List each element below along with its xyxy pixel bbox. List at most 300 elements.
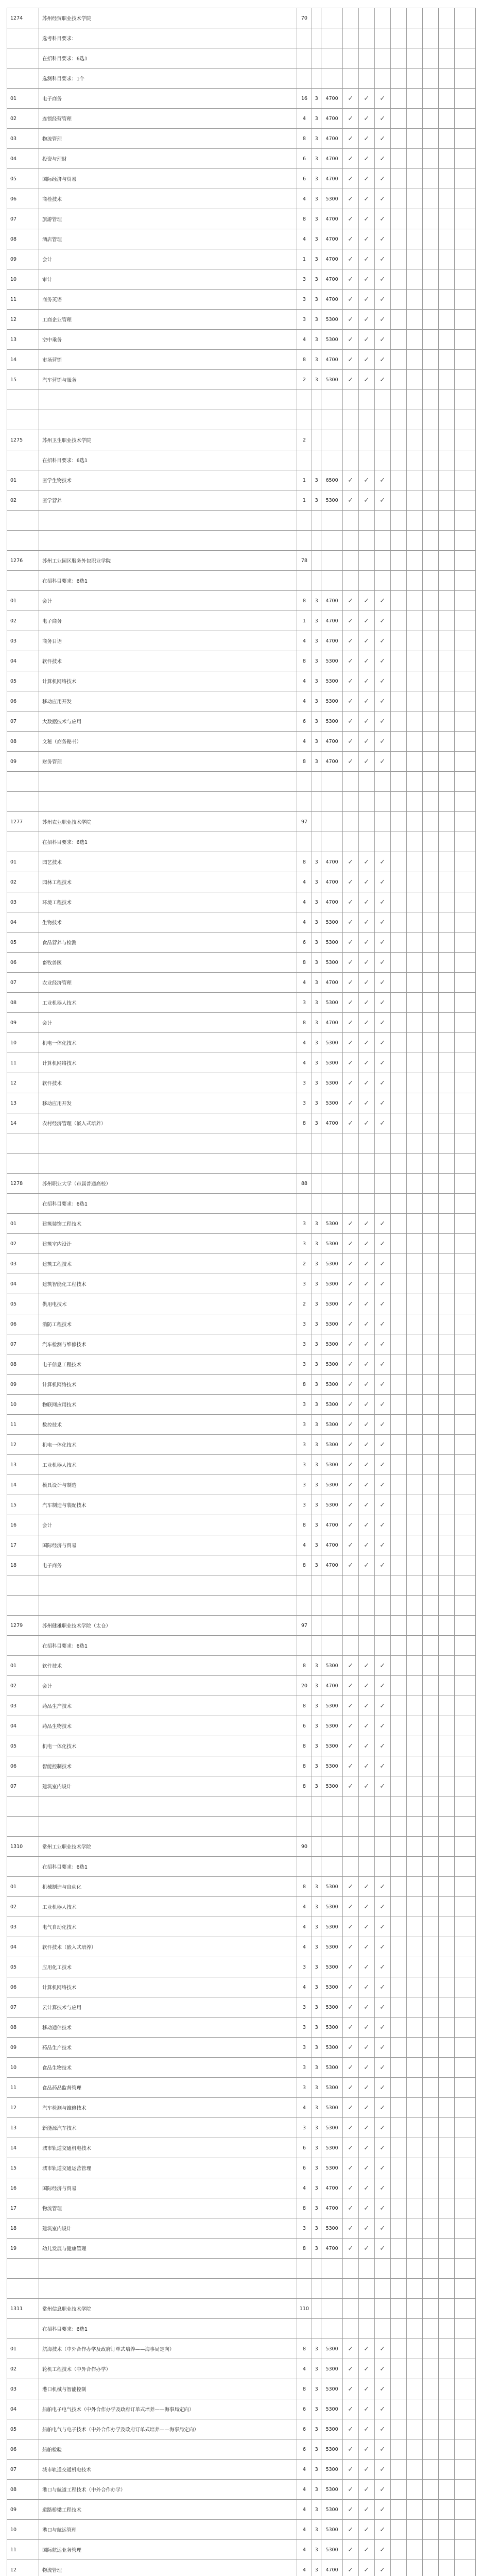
check-mark: ✓ (358, 2359, 374, 2379)
empty-cell (374, 511, 390, 531)
major-quota: 2 (297, 1254, 312, 1274)
empty-cell (406, 551, 422, 571)
major-duration: 3 (312, 892, 321, 912)
major-name: 会计 (39, 1676, 297, 1696)
major-duration: 3 (312, 752, 321, 772)
check-mark: ✓ (358, 2480, 374, 2500)
empty-cell (321, 450, 342, 470)
empty-cell (39, 1575, 297, 1596)
empty-cell (406, 772, 422, 792)
major-tuition: 5300 (321, 1495, 342, 1515)
major-name: 移动通信技术 (39, 2018, 297, 2038)
empty-cell (422, 1555, 438, 1575)
major-quota: 3 (297, 2218, 312, 2239)
check-mark: ✓ (358, 1294, 374, 1314)
empty-cell (454, 1314, 475, 1334)
empty-cell (297, 1636, 312, 1656)
major-name: 物流管理 (39, 129, 297, 149)
empty-cell (358, 772, 374, 792)
empty-cell (406, 189, 422, 209)
empty-cell (438, 711, 454, 732)
check-mark: ✓ (358, 1977, 374, 1997)
table-row (7, 1294, 476, 1314)
table-row (7, 691, 476, 711)
empty-cell (297, 1154, 312, 1174)
empty-cell (438, 1837, 454, 1857)
empty-cell (321, 28, 342, 48)
empty-cell (321, 2299, 342, 2319)
major-quota: 8 (297, 591, 312, 611)
empty-cell (454, 129, 475, 149)
check-mark: ✓ (374, 2339, 390, 2359)
school-name: 苏州健雄职业技术学院（太仓） (39, 1616, 297, 1636)
check-mark: ✓ (342, 1113, 358, 1133)
empty-cell (342, 571, 358, 591)
empty-cell (312, 1174, 321, 1194)
empty-cell (438, 1877, 454, 1897)
check-mark: ✓ (358, 2038, 374, 2058)
major-tuition: 5300 (321, 1395, 342, 1415)
major-tuition: 5300 (321, 651, 342, 671)
subject-requirement: 在招科目要求：6选1 (39, 2319, 297, 2339)
school-name: 常州信息职业技术学院 (39, 2299, 297, 2319)
major-code: 02 (7, 1676, 39, 1696)
major-tuition: 5300 (321, 1696, 342, 1716)
empty-cell (454, 892, 475, 912)
major-quota: 3 (297, 1214, 312, 1234)
empty-cell (374, 1133, 390, 1154)
empty-cell (390, 1033, 406, 1053)
empty-cell (406, 812, 422, 832)
major-duration: 3 (312, 269, 321, 290)
empty-cell (422, 1897, 438, 1917)
spacer-row (7, 1817, 476, 1837)
empty-cell (454, 1535, 475, 1555)
check-mark: ✓ (342, 2540, 358, 2560)
major-quota: 20 (297, 1676, 312, 1696)
check-mark: ✓ (358, 973, 374, 993)
empty-cell (438, 269, 454, 290)
major-quota: 6 (297, 711, 312, 732)
empty-cell (422, 2239, 438, 2259)
empty-cell (438, 732, 454, 752)
check-mark: ✓ (374, 169, 390, 189)
major-tuition: 5300 (321, 1415, 342, 1435)
empty-cell (422, 1776, 438, 1797)
empty-cell (342, 1174, 358, 1194)
check-mark: ✓ (358, 1254, 374, 1274)
major-tuition: 4700 (321, 892, 342, 912)
major-name: 商务日语 (39, 631, 297, 651)
school-total-quota: 97 (297, 812, 312, 832)
major-tuition: 4700 (321, 89, 342, 109)
empty-cell (342, 8, 358, 28)
empty-cell (358, 1596, 374, 1616)
empty-cell (390, 229, 406, 249)
major-tuition: 5300 (321, 1053, 342, 1073)
check-mark: ✓ (358, 1736, 374, 1756)
empty-cell (374, 1636, 390, 1656)
table-row (7, 1656, 476, 1676)
subject-requirement: 在招科目要求：6选1 (39, 1857, 297, 1877)
major-code: 01 (7, 2339, 39, 2359)
empty-cell (438, 933, 454, 953)
empty-cell (390, 1756, 406, 1776)
empty-cell (390, 1957, 406, 1977)
empty-cell (390, 792, 406, 812)
empty-cell (390, 892, 406, 912)
empty-cell (39, 390, 297, 410)
major-quota: 3 (297, 2058, 312, 2078)
empty-cell (454, 1776, 475, 1797)
empty-cell (390, 269, 406, 290)
empty-cell (438, 973, 454, 993)
empty-cell (454, 2158, 475, 2178)
major-duration: 3 (312, 1897, 321, 1917)
major-quota: 6 (297, 2419, 312, 2439)
major-code: 01 (7, 470, 39, 490)
empty-cell (438, 1375, 454, 1395)
check-mark: ✓ (374, 89, 390, 109)
major-name: 国际经济与贸易 (39, 2178, 297, 2198)
empty-cell (297, 28, 312, 48)
school-code: 1278 (7, 1174, 39, 1194)
empty-cell (422, 1676, 438, 1696)
empty-cell (358, 410, 374, 430)
check-mark: ✓ (374, 1716, 390, 1736)
empty-cell (406, 1997, 422, 2018)
check-mark: ✓ (358, 2058, 374, 2078)
major-code: 08 (7, 1354, 39, 1375)
check-mark: ✓ (342, 2098, 358, 2118)
empty-cell (312, 1596, 321, 1616)
check-mark: ✓ (358, 1455, 374, 1475)
table-row (7, 1214, 476, 1234)
major-code: 18 (7, 1555, 39, 1575)
major-code: 03 (7, 2379, 39, 2399)
table-row (7, 2239, 476, 2259)
empty-cell (321, 1616, 342, 1636)
major-duration: 3 (312, 973, 321, 993)
empty-cell (422, 1053, 438, 1073)
empty-cell (312, 832, 321, 852)
major-code: 07 (7, 1776, 39, 1797)
empty-cell (390, 310, 406, 330)
check-mark: ✓ (374, 330, 390, 350)
major-code: 12 (7, 310, 39, 330)
empty-cell (454, 249, 475, 269)
table-row (7, 1033, 476, 1053)
check-mark: ✓ (358, 290, 374, 310)
empty-cell (438, 310, 454, 330)
empty-cell (390, 1354, 406, 1375)
school-name: 苏州职业大学（市属普通高校） (39, 1174, 297, 1194)
empty-cell (438, 48, 454, 69)
major-tuition: 4700 (321, 2198, 342, 2218)
empty-cell (358, 1857, 374, 1877)
table-row (7, 1676, 476, 1696)
empty-cell (358, 48, 374, 69)
subject-requirement: 选测科目要求：1个 (39, 69, 297, 89)
empty-cell (374, 48, 390, 69)
major-code: 05 (7, 671, 39, 691)
empty-cell (390, 2359, 406, 2379)
check-mark: ✓ (374, 892, 390, 912)
empty-cell (438, 631, 454, 651)
empty-cell (406, 330, 422, 350)
check-mark: ✓ (342, 1033, 358, 1053)
empty-cell (406, 1575, 422, 1596)
check-mark: ✓ (358, 1957, 374, 1977)
major-name: 园林工程技术 (39, 872, 297, 892)
major-duration: 3 (312, 89, 321, 109)
check-mark: ✓ (374, 290, 390, 310)
empty-cell (438, 511, 454, 531)
major-duration: 3 (312, 1977, 321, 1997)
empty-cell (406, 1897, 422, 1917)
major-tuition: 5300 (321, 2540, 342, 2560)
empty-cell (422, 290, 438, 310)
empty-cell (7, 832, 39, 852)
check-mark: ✓ (342, 1294, 358, 1314)
empty-cell (390, 2098, 406, 2118)
table-row (7, 732, 476, 752)
check-mark: ✓ (342, 350, 358, 370)
major-tuition: 4700 (321, 611, 342, 631)
empty-cell (390, 2399, 406, 2419)
school-code: 1276 (7, 551, 39, 571)
empty-cell (390, 1254, 406, 1274)
empty-cell (39, 1797, 297, 1817)
empty-cell (438, 2218, 454, 2239)
empty-cell (7, 2319, 39, 2339)
check-mark: ✓ (358, 1696, 374, 1716)
major-code: 14 (7, 350, 39, 370)
empty-cell (438, 1495, 454, 1515)
empty-cell (438, 1415, 454, 1435)
table-row (7, 169, 476, 189)
empty-cell (297, 832, 312, 852)
empty-cell (342, 1636, 358, 1656)
major-name: 计算机网络技术 (39, 1375, 297, 1395)
major-tuition: 5300 (321, 1716, 342, 1736)
check-mark: ✓ (374, 671, 390, 691)
empty-cell (312, 450, 321, 470)
major-quota: 4 (297, 229, 312, 249)
major-duration: 3 (312, 2379, 321, 2399)
empty-cell (390, 631, 406, 651)
table-row (7, 1897, 476, 1917)
empty-cell (390, 571, 406, 591)
table-row (7, 2399, 476, 2419)
major-name: 投资与理财 (39, 149, 297, 169)
empty-cell (406, 2540, 422, 2560)
empty-cell (422, 1093, 438, 1113)
empty-cell (422, 2500, 438, 2520)
empty-cell (390, 1234, 406, 1254)
empty-cell (374, 450, 390, 470)
empty-cell (390, 1917, 406, 1937)
major-tuition: 5300 (321, 1877, 342, 1897)
empty-cell (438, 1857, 454, 1877)
check-mark: ✓ (342, 109, 358, 129)
major-name: 食品生物技术 (39, 2058, 297, 2078)
empty-cell (454, 169, 475, 189)
empty-cell (406, 290, 422, 310)
major-name: 酒店管理 (39, 229, 297, 249)
empty-cell (438, 1013, 454, 1033)
major-quota: 3 (297, 1997, 312, 2018)
empty-cell (406, 1756, 422, 1776)
check-mark: ✓ (374, 2138, 390, 2158)
major-code: 07 (7, 711, 39, 732)
major-duration: 3 (312, 350, 321, 370)
major-tuition: 4700 (321, 1676, 342, 1696)
major-quota: 8 (297, 1877, 312, 1897)
major-tuition: 5300 (321, 671, 342, 691)
check-mark: ✓ (358, 1535, 374, 1555)
table-row (7, 671, 476, 691)
empty-cell (390, 1937, 406, 1957)
major-tuition: 4700 (321, 129, 342, 149)
major-tuition: 4700 (321, 872, 342, 892)
check-mark: ✓ (342, 2218, 358, 2239)
major-tuition: 4700 (321, 973, 342, 993)
table-row (7, 1877, 476, 1897)
empty-cell (390, 470, 406, 490)
empty-cell (422, 1756, 438, 1776)
check-mark: ✓ (358, 2439, 374, 2460)
empty-cell (422, 1435, 438, 1455)
empty-cell (374, 1174, 390, 1194)
check-mark: ✓ (342, 1013, 358, 1033)
major-tuition: 5300 (321, 933, 342, 953)
school-code: 1279 (7, 1616, 39, 1636)
check-mark: ✓ (358, 2218, 374, 2239)
empty-cell (374, 812, 390, 832)
empty-cell (422, 1495, 438, 1515)
major-code: 13 (7, 330, 39, 350)
empty-cell (406, 953, 422, 973)
empty-cell (406, 1977, 422, 1997)
major-quota: 3 (297, 2078, 312, 2098)
major-quota: 6 (297, 2399, 312, 2419)
check-mark: ✓ (358, 953, 374, 973)
major-duration: 3 (312, 2439, 321, 2460)
empty-cell (312, 812, 321, 832)
empty-cell (390, 1555, 406, 1575)
table-row (7, 2359, 476, 2379)
major-name: 旅游管理 (39, 209, 297, 229)
check-mark: ✓ (374, 1334, 390, 1354)
empty-cell (438, 1977, 454, 1997)
empty-cell (321, 48, 342, 69)
subject-requirement: 在招科目要求：6选1 (39, 832, 297, 852)
empty-cell (312, 511, 321, 531)
empty-cell (422, 832, 438, 852)
table-row (7, 229, 476, 249)
major-duration: 3 (312, 1515, 321, 1535)
empty-cell (39, 511, 297, 531)
school-header-row (7, 1174, 476, 1194)
major-duration: 3 (312, 691, 321, 711)
major-duration: 3 (312, 1756, 321, 1776)
school-header-row (7, 2299, 476, 2319)
empty-cell (438, 1214, 454, 1234)
empty-cell (390, 2379, 406, 2399)
check-mark: ✓ (342, 973, 358, 993)
check-mark: ✓ (342, 189, 358, 209)
table-row (7, 2439, 476, 2460)
major-name: 物联网应用技术 (39, 1395, 297, 1415)
table-row (7, 872, 476, 892)
empty-cell (7, 511, 39, 531)
empty-cell (406, 732, 422, 752)
empty-cell (406, 2299, 422, 2319)
empty-cell (422, 2540, 438, 2560)
empty-cell (454, 1676, 475, 1696)
check-mark: ✓ (358, 249, 374, 269)
major-code: 02 (7, 109, 39, 129)
major-duration: 3 (312, 330, 321, 350)
major-quota: 8 (297, 651, 312, 671)
empty-cell (406, 8, 422, 28)
check-mark: ✓ (374, 1756, 390, 1776)
major-duration: 3 (312, 2018, 321, 2038)
empty-cell (390, 1435, 406, 1455)
check-mark: ✓ (374, 1254, 390, 1274)
table-row (7, 1354, 476, 1375)
major-quota: 8 (297, 2198, 312, 2218)
major-code: 06 (7, 691, 39, 711)
empty-cell (454, 953, 475, 973)
major-tuition: 5300 (321, 912, 342, 933)
table-row (7, 269, 476, 290)
empty-cell (438, 691, 454, 711)
major-quota: 4 (297, 1033, 312, 1053)
empty-cell (374, 430, 390, 450)
empty-cell (454, 1575, 475, 1596)
empty-cell (390, 772, 406, 792)
major-code: 04 (7, 1716, 39, 1736)
major-tuition: 4700 (321, 1515, 342, 1535)
empty-cell (422, 2098, 438, 2118)
table-row (7, 2078, 476, 2098)
major-quota: 4 (297, 671, 312, 691)
major-code: 03 (7, 1254, 39, 1274)
subject-requirement: 在招科目要求：6选1 (39, 1194, 297, 1214)
empty-cell (297, 1133, 312, 1154)
major-name: 计算机网络技术 (39, 1053, 297, 1073)
check-mark: ✓ (374, 973, 390, 993)
empty-cell (454, 2239, 475, 2259)
check-mark: ✓ (342, 1354, 358, 1375)
empty-cell (312, 1636, 321, 1656)
empty-cell (406, 2158, 422, 2178)
check-mark: ✓ (358, 89, 374, 109)
check-mark: ✓ (342, 149, 358, 169)
major-quota: 4 (297, 330, 312, 350)
major-name: 国际航运业务管理 (39, 2540, 297, 2560)
major-code: 07 (7, 2460, 39, 2480)
check-mark: ✓ (342, 2198, 358, 2218)
check-mark: ✓ (342, 1455, 358, 1475)
empty-cell (406, 1837, 422, 1857)
check-mark: ✓ (374, 1395, 390, 1415)
major-quota: 6 (297, 2158, 312, 2178)
empty-cell (406, 109, 422, 129)
table-row (7, 470, 476, 490)
